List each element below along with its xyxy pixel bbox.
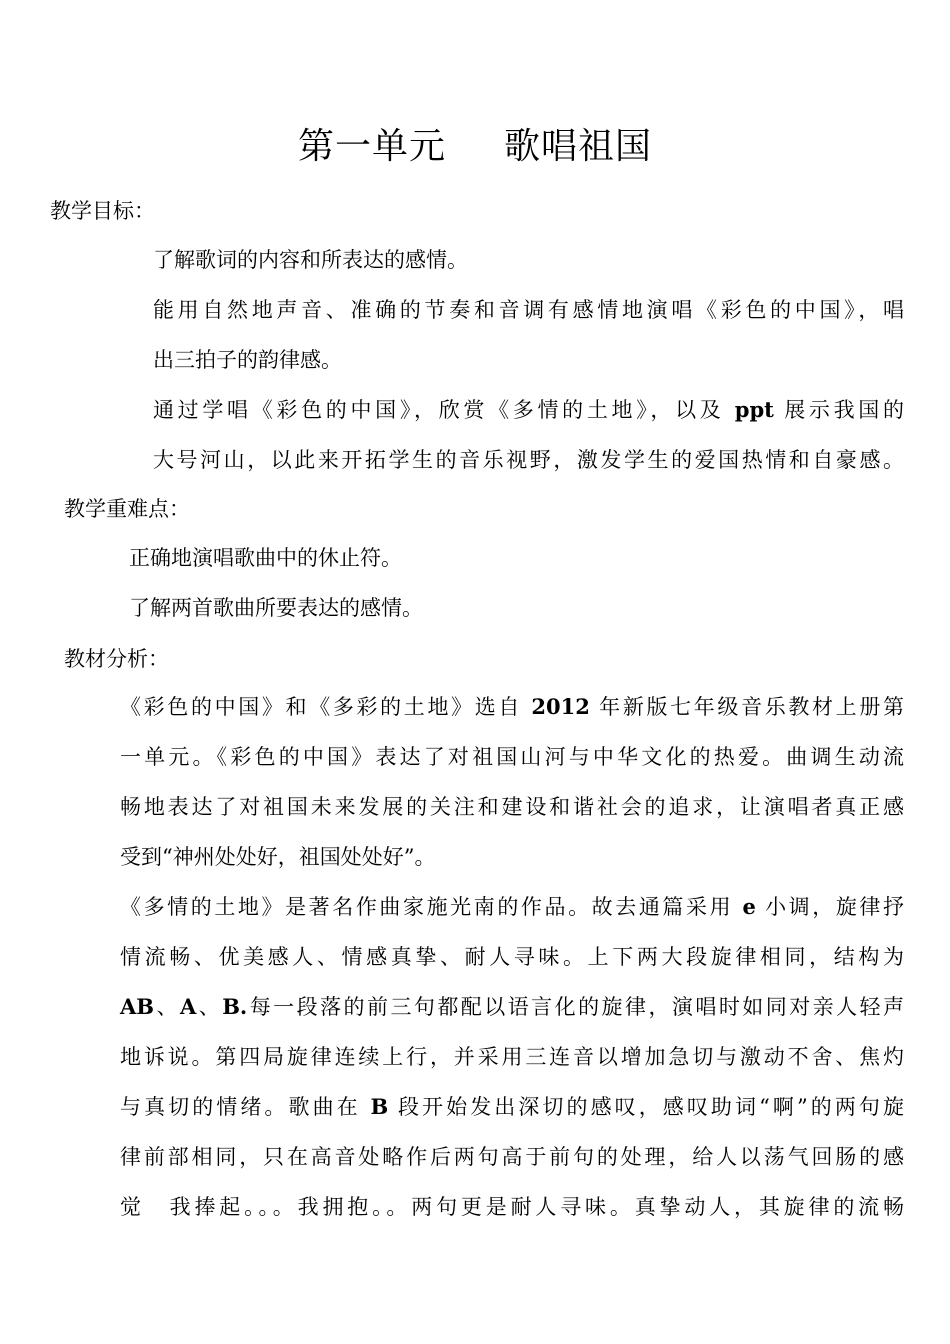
goals-line: 出三拍子的韵律感。 (153, 348, 342, 372)
goals-line: 通过学唱《彩色的中国》，欣赏《多情的土地》，以及 ppt 展示我国的 (153, 397, 904, 422)
analysis-line: 《彩色的中国》和《多彩的土地》选自 2012 年新版七年级音乐教材上册第 (120, 694, 904, 719)
keypoints-line: 了解两首歌曲所要表达的感情。 (129, 596, 423, 620)
analysis-line: 律前部相同，只在高音处略作后两句高于前句的处理，给人以荡气回肠的感 (120, 1145, 904, 1169)
analysis-line: 一单元。《彩色的中国》表达了对祖国山河与中华文化的热爱。曲调生动流 (120, 745, 904, 769)
title-unit: 第一单元 (297, 126, 446, 167)
goals-line: 能用自然地声音、准确的节奏和音调有感情地演唱《彩色的中国》，唱 (153, 298, 904, 322)
analysis-line: 情流畅、优美感人、情感真挚、耐人寻味。上下两大段旋律相同，结构为 (120, 945, 904, 969)
analysis-line: 地诉说。第四局旋律连续上行，并采用三连音以增加急切与激动不舍、焦灼 (120, 1045, 904, 1069)
analysis-line: 《多情的土地》是著名作曲家施光南的作品。故去通篇采用 e 小调，旋律抒 (120, 894, 904, 919)
section-heading-analysis: 教材分析： (64, 647, 169, 671)
page-title (0, 122, 950, 172)
analysis-line: 觉 我捧起。。。我拥抱。。两句更是耐人寻味。真挚动人，其旋律的流畅 (120, 1195, 904, 1219)
goals-line: 了解歌词的内容和所表达的感情。 (153, 248, 468, 272)
section-heading-keypoints: 教学重难点： (64, 497, 190, 521)
section-heading-goals: 教学目标： (50, 199, 155, 223)
analysis-line: 与真切的情绪。歌曲在 B 段开始发出深切的感叹，感叹助词“啊”的两句旋 (120, 1094, 904, 1119)
analysis-line: 受到“神州处处好，祖国处处好”。 (120, 845, 436, 869)
goals-line: 大号河山，以此来开拓学生的音乐视野，激发学生的爱国热情和自豪感。 (153, 448, 904, 472)
analysis-line: 畅地表达了对祖国未来发展的关注和建设和谐社会的追求，让演唱者真正感 (120, 795, 904, 819)
title-topic: 歌唱祖国 (504, 126, 653, 167)
analysis-line: AB、A、B.每一段落的前三句都配以语言化的旋律，演唱时如同对亲人轻声 (120, 994, 905, 1019)
keypoints-line: 正确地演唱歌曲中的休止符。 (129, 546, 402, 570)
